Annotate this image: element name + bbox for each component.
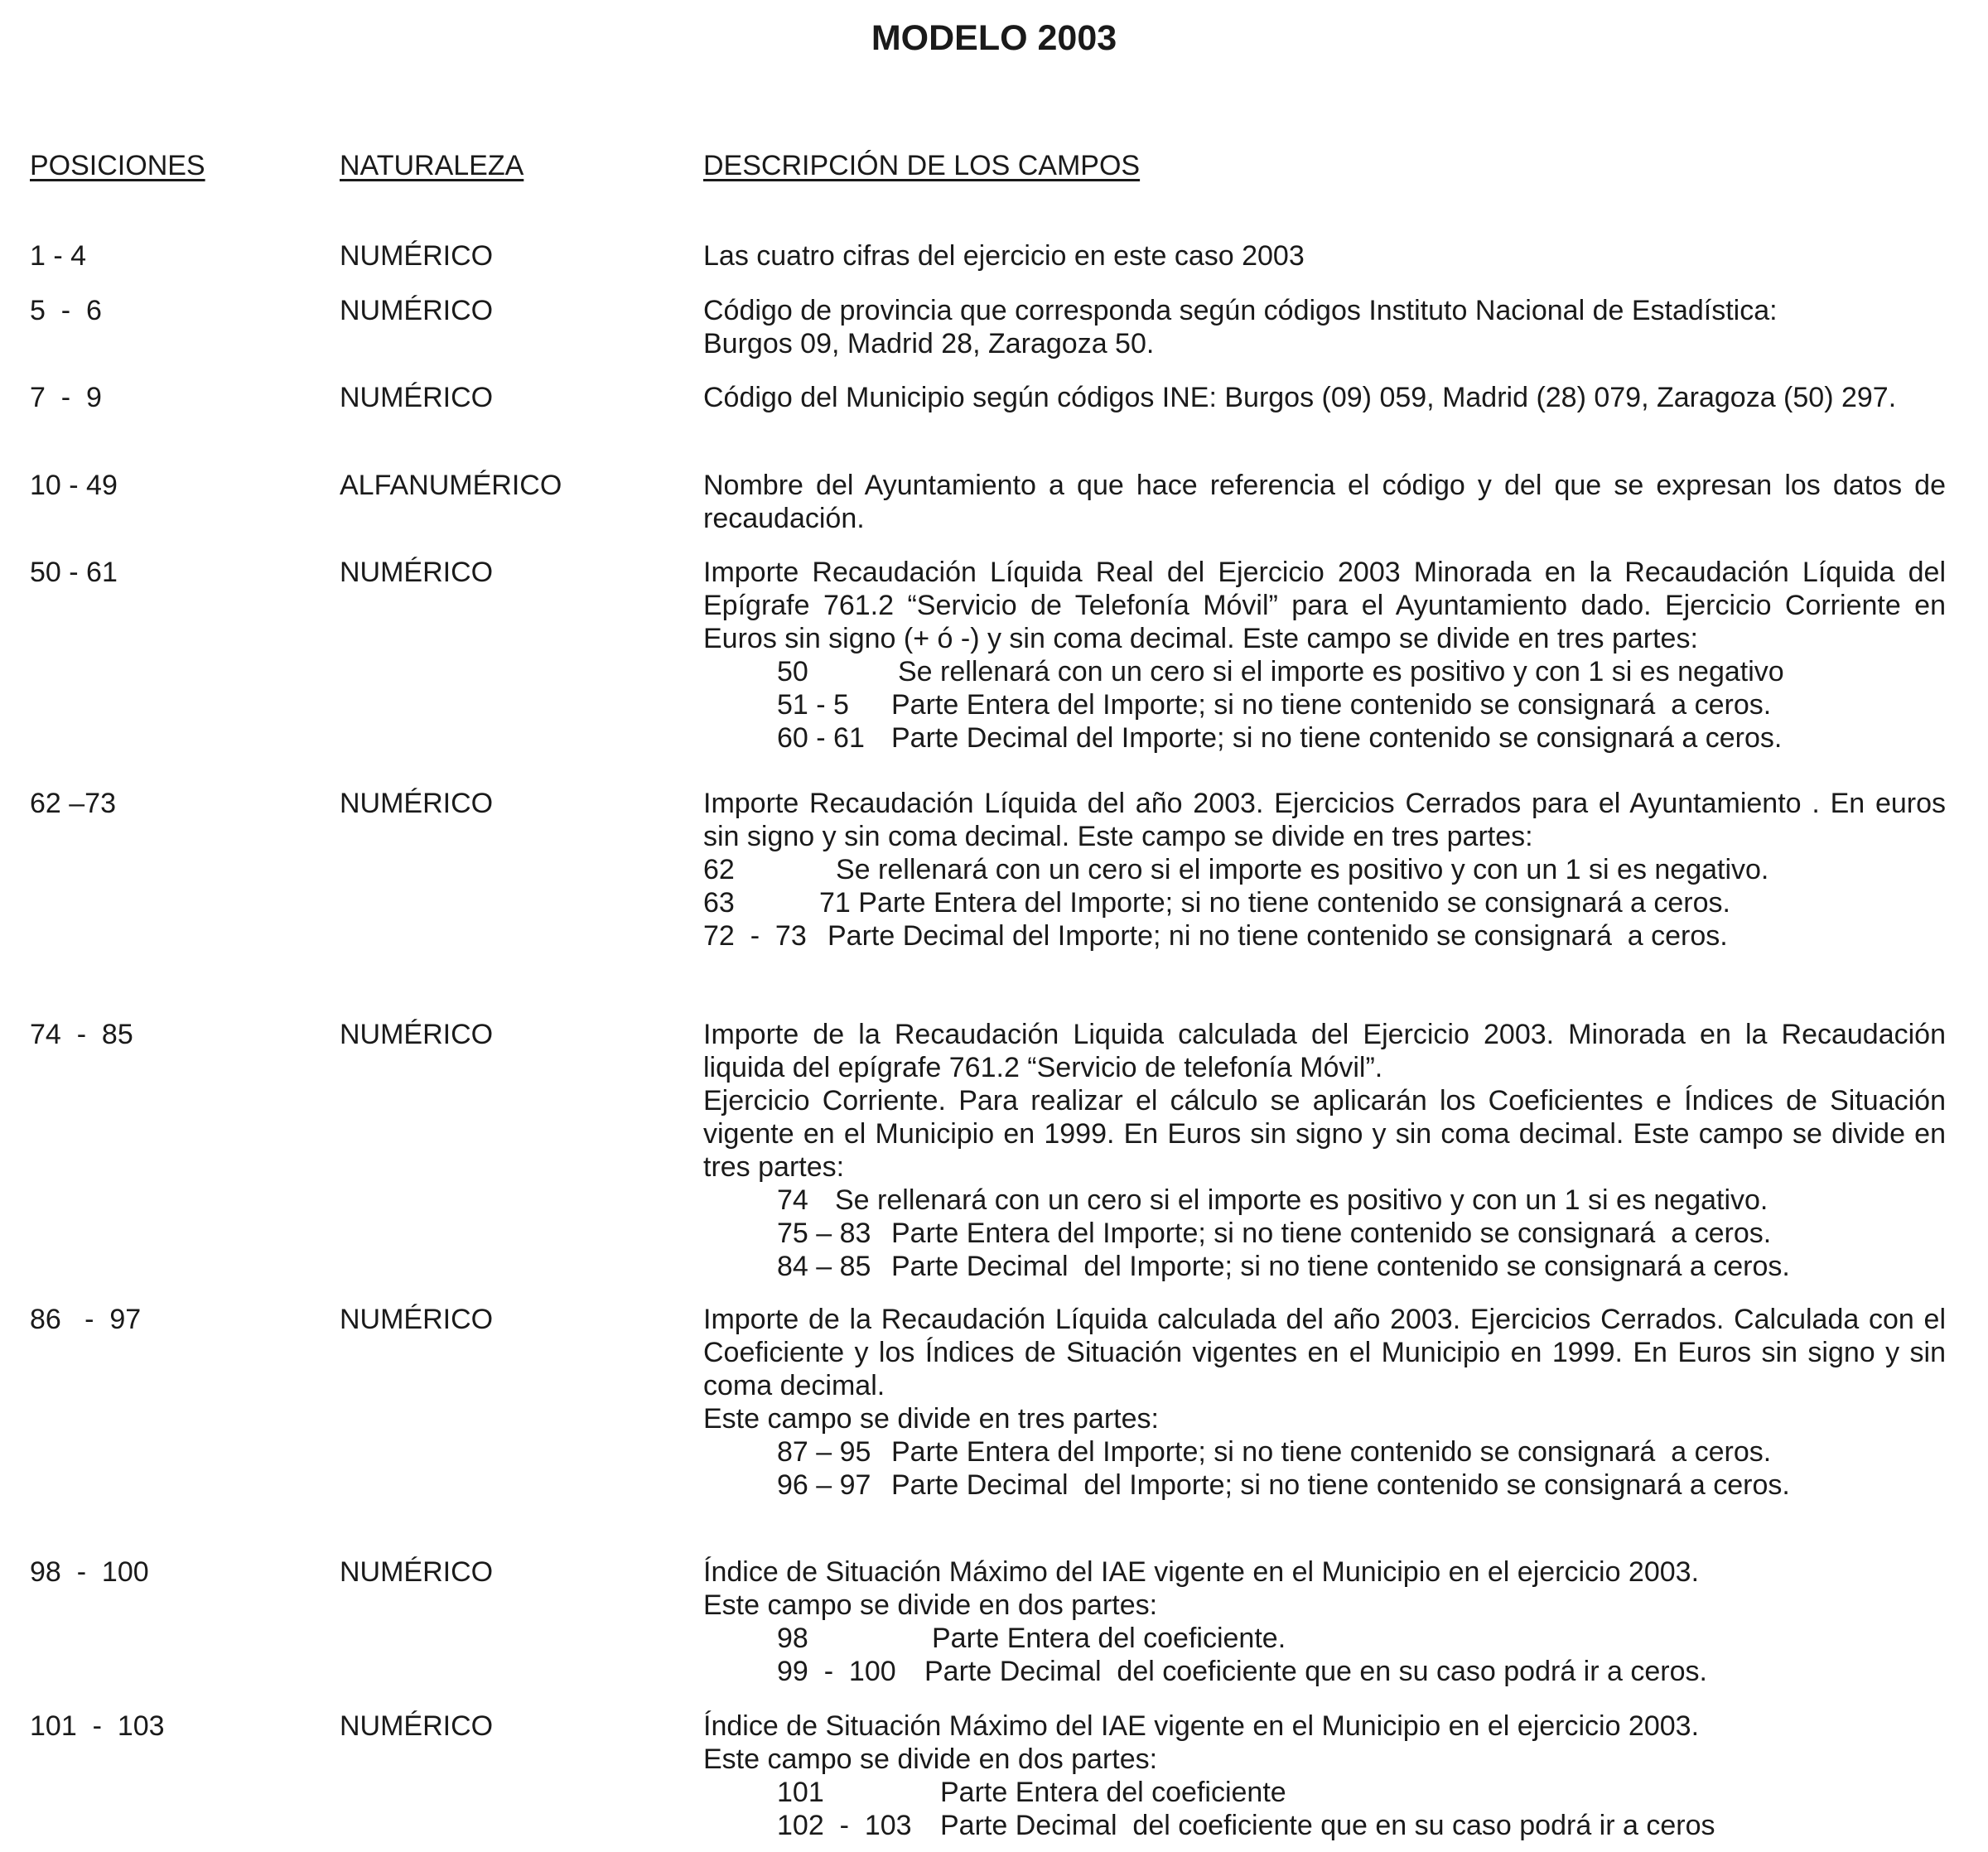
subfield-item — [703, 886, 1946, 919]
subfield-position: 75 – 83 — [777, 1218, 871, 1249]
subfield-position: 51 - 5 — [777, 689, 849, 721]
subfield-item — [703, 1622, 1946, 1655]
field-description — [703, 1303, 1946, 1502]
description-paragraph: Importe Recaudación Líquida Real del Ejercicio 2003 Minorada en la Recaudación Líquida del Epígrafe 761.2 “Servicio de Telefonía Móvil” para el Ayuntamiento dado. Ejercicio Corriente en Euros sin signo (+ ó -) y sin coma decimal. Este campo se divide en tres partes: — [703, 557, 1946, 654]
subfield-description: 71 Parte Entera del Importe; si no tiene contenido se consignará a ceros. — [819, 887, 1730, 919]
field-type: NUMÉRICO — [340, 557, 494, 588]
description-paragraph: Este campo se divide en dos partes: — [703, 1743, 1158, 1775]
subfield-description: Parte Entera del Importe; si no tiene contenido se consignará a ceros. — [891, 1436, 1772, 1468]
subfield-description: Parte Entera del coeficiente — [940, 1777, 1286, 1808]
subfield-position: 50 — [777, 656, 808, 687]
subfield-position: 63 — [703, 887, 735, 919]
subfield-description: Parte Decimal del Importe; ni no tiene contenido se consignará a ceros. — [828, 920, 1728, 952]
field-description — [703, 787, 1946, 953]
subfield-description: Parte Entera del coeficiente. — [932, 1623, 1286, 1654]
subfield-item — [703, 1655, 1946, 1688]
field-type: NUMÉRICO — [340, 240, 494, 272]
field-type: NUMÉRICO — [340, 1710, 494, 1742]
description-paragraph: Este campo se divide en dos partes: — [703, 1589, 1158, 1621]
header-naturaleza: NATURALEZA — [340, 150, 524, 181]
field-type: NUMÉRICO — [340, 1304, 494, 1335]
subfield-item — [703, 853, 1946, 886]
field-description — [703, 1018, 1946, 1283]
field-type: NUMÉRICO — [340, 1556, 494, 1588]
subfield-item — [703, 655, 1946, 688]
position-range: 74 - 85 — [30, 1019, 133, 1050]
position-range: 10 - 49 — [30, 470, 118, 501]
subfield-position: 74 — [777, 1184, 808, 1216]
subfield-item — [703, 1435, 1946, 1469]
subfield-position: 72 - 73 — [703, 920, 807, 952]
subfield-position: 99 - 100 — [777, 1656, 896, 1687]
position-range: 62 –73 — [30, 788, 116, 819]
field-description — [703, 556, 1946, 755]
subfield-position: 84 – 85 — [777, 1251, 871, 1282]
subfield-position: 98 — [777, 1623, 808, 1654]
page-title: MODELO 2003 — [871, 18, 1117, 58]
subfield-position: 62 — [703, 854, 735, 885]
description-paragraph: Índice de Situación Máximo del IAE vigente en el Municipio en el ejercicio 2003. — [703, 1710, 1700, 1742]
description-paragraph: Código de provincia que corresponda según códigos Instituto Nacional de Estadística: — [703, 295, 1778, 326]
position-range: 5 - 6 — [30, 295, 102, 326]
description-paragraph: Importe Recaudación Líquida del año 2003. Ejercicios Cerrados para el Ayuntamiento . En euros sin signo y sin coma decimal. Este campo se divide en tres partes: — [703, 788, 1946, 852]
field-type: NUMÉRICO — [340, 295, 494, 326]
field-description — [703, 1710, 1946, 1842]
subfield-item — [703, 1250, 1946, 1283]
description-paragraph: Nombre del Ayuntamiento a que hace referencia el código y del que se expresan los datos de recaudación. — [703, 470, 1946, 534]
description-paragraph: Burgos 09, Madrid 28, Zaragoza 50. — [703, 328, 1155, 359]
subfield-item — [703, 1217, 1946, 1250]
header-descripcion: DESCRIPCIÓN DE LOS CAMPOS — [703, 150, 1141, 181]
header-posiciones: POSICIONES — [30, 150, 205, 181]
field-type: NUMÉRICO — [340, 1019, 494, 1050]
subfield-description: Parte Decimal del Importe; si no tiene contenido se consignará a ceros. — [891, 722, 1783, 754]
description-paragraph: Código del Municipio según códigos INE: Burgos (09) 059, Madrid (28) 079, Zaragoza (50) 297. — [703, 382, 1897, 413]
subfield-item — [703, 1776, 1946, 1809]
field-description — [703, 239, 1946, 272]
field-type: NUMÉRICO — [340, 788, 494, 819]
subfield-position: 101 — [777, 1777, 824, 1808]
field-description — [703, 1555, 1946, 1688]
subfield-position: 102 - 103 — [777, 1810, 912, 1841]
subfield-position: 96 – 97 — [777, 1469, 871, 1501]
field-type: NUMÉRICO — [340, 382, 494, 413]
subfield-item — [703, 1809, 1946, 1842]
subfield-description: Parte Entera del Importe; si no tiene contenido se consignará a ceros. — [891, 1218, 1772, 1249]
position-range: 101 - 103 — [30, 1710, 165, 1742]
description-paragraph: Ejercicio Corriente. Para realizar el cálculo se aplicarán los Coeficientes e Índices de Situación vigente en el Municipio en 1999. En Euros sin signo y sin coma decimal. Este campo se divide en tres partes: — [703, 1085, 1946, 1183]
position-range: 86 - 97 — [30, 1304, 142, 1335]
subfield-description: Se rellenará con un cero si el importe es positivo y con un 1 si es negativo. — [836, 854, 1769, 885]
subfield-item — [703, 1184, 1946, 1217]
field-description — [703, 469, 1946, 535]
subfield-description: Parte Decimal del Importe; si no tiene contenido se consignará a ceros. — [891, 1251, 1790, 1282]
subfield-description: Se rellenará con un cero si el importe es positivo y con un 1 si es negativo. — [835, 1184, 1768, 1216]
subfield-item — [703, 919, 1946, 953]
position-range: 50 - 61 — [30, 557, 118, 588]
subfield-description: Se rellenará con un cero si el importe es positivo y con 1 si es negativo — [898, 656, 1784, 687]
subfield-item — [703, 721, 1946, 755]
description-paragraph: Importe de la Recaudación Liquida calculada del Ejercicio 2003. Minorada en la Recaudación liquida del epígrafe 761.2 “Servicio de telefonía Móvil”. — [703, 1019, 1946, 1083]
field-type: ALFANUMÉRICO — [340, 470, 562, 501]
description-paragraph: Las cuatro cifras del ejercicio en este caso 2003 — [703, 240, 1305, 272]
description-paragraph: Este campo se divide en tres partes: — [703, 1403, 1159, 1435]
position-range: 1 - 4 — [30, 240, 87, 272]
description-paragraph: Índice de Situación Máximo del IAE vigente en el Municipio en el ejercicio 2003. — [703, 1556, 1700, 1588]
description-paragraph: Importe de la Recaudación Líquida calculada del año 2003. Ejercicios Cerrados. Calculada con el Coeficiente y los Índices de Situación vigentes en el Municipio en 1999. En Euros sin signo y sin coma decimal. — [703, 1304, 1946, 1401]
position-range: 98 - 100 — [30, 1556, 149, 1588]
subfield-position: 60 - 61 — [777, 722, 865, 754]
field-description — [703, 294, 1946, 360]
subfield-item — [703, 1469, 1946, 1502]
position-range: 7 - 9 — [30, 382, 102, 413]
subfield-position: 87 – 95 — [777, 1436, 871, 1468]
subfield-description: Parte Decimal del coeficiente que en su caso podrá ir a ceros — [940, 1810, 1715, 1841]
field-description — [703, 381, 1946, 414]
subfield-description: Parte Decimal del Importe; si no tiene contenido se consignará a ceros. — [891, 1469, 1790, 1501]
subfield-item — [703, 688, 1946, 721]
subfield-description: Parte Entera del Importe; si no tiene contenido se consignará a ceros. — [891, 689, 1772, 721]
subfield-description: Parte Decimal del coeficiente que en su caso podrá ir a ceros. — [924, 1656, 1707, 1687]
